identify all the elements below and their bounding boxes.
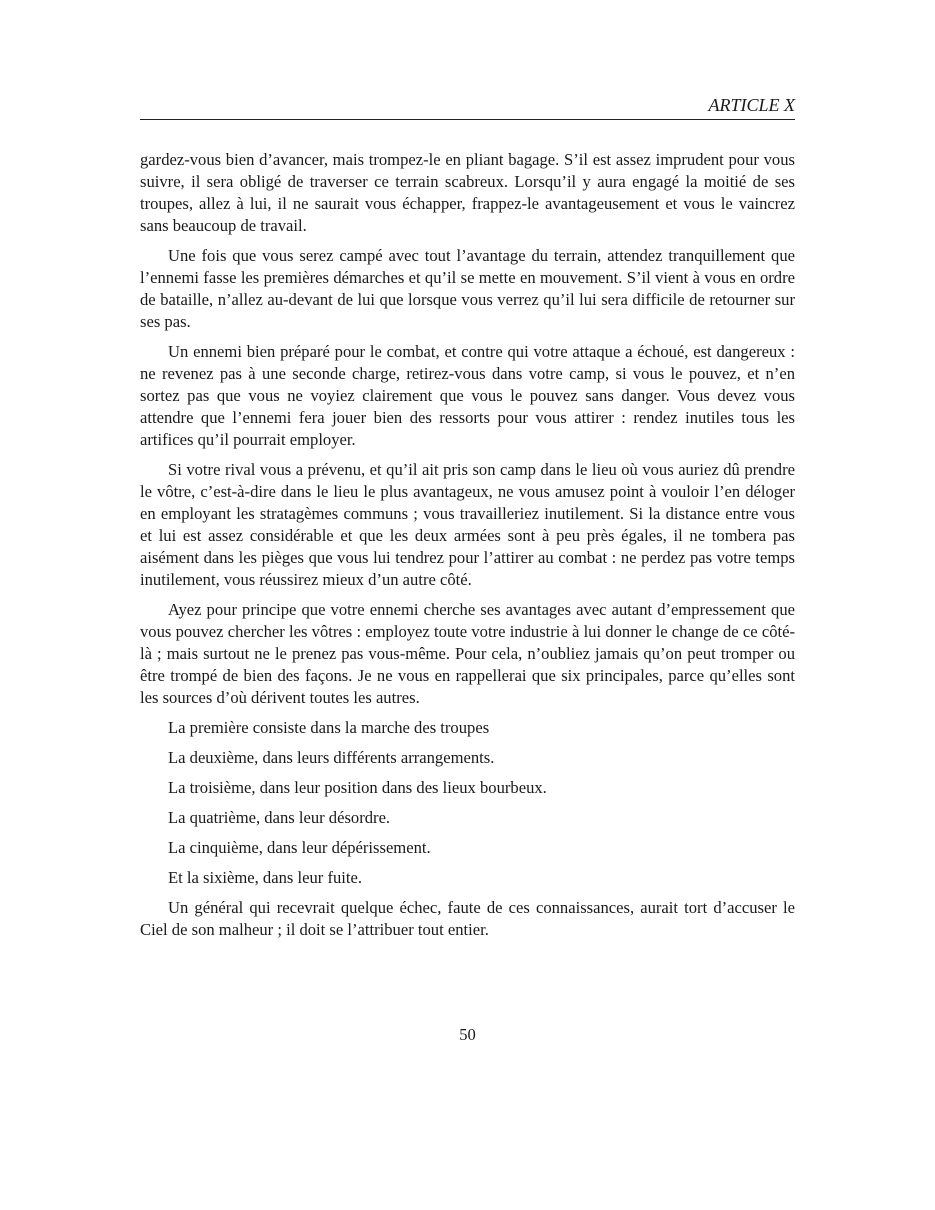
running-head: ARTICLE X [708, 95, 795, 115]
closing-paragraph: Un général qui recevrait quelque échec, faute de ces connaissances, aurait tort d’accuser le Ciel de son malheur ; il doit se l’attribuer tout entier. [140, 898, 795, 939]
list-item: La première consiste dans la marche des troupes [168, 718, 490, 737]
body-text [140, 149, 795, 949]
page-number: 50 [459, 1025, 476, 1044]
paragraph: gardez-vous bien d’avancer, mais trompez-le en pliant bagage. S’il est assez imprudent pour vous suivre, il sera obligé de traverser ce terrain scabreux. Lorsqu’il y aura engagé la moitié de ses troupes, allez à lui, il ne saurait vous échapper, frappez-le avantageusement et vous le vaincrez sans beaucoup de travail. [140, 150, 795, 235]
paragraph: Un ennemi bien préparé pour le combat, et contre qui votre attaque a échoué, est dangereux : ne revenez pas à une seconde charge, retirez-vous dans votre camp, si vous le pouvez, et n’en sortez pas que vous ne voyiez clairement que vous le pouvez sans danger. Vous devez vous attendre que l’ennemi fera jouer bien des ressorts pour vous attirer : rendez inutiles tous les artifices qu’il pourrait employer. [140, 342, 795, 449]
list-item: La cinquième, dans leur dépérissement. [168, 838, 431, 857]
header-rule [140, 119, 795, 120]
list-item: La deuxième, dans leurs différents arrangements. [168, 748, 495, 767]
paragraph: Si votre rival vous a prévenu, et qu’il ait pris son camp dans le lieu où vous auriez dû prendre le vôtre, c’est-à-dire dans le lieu le plus avantageux, ne vous amusez point à vouloir l’en déloger en employant les stratagèmes communs ; vous travailleriez inutilement. Si la distance entre vous et lui est assez considérable et que les deux armées sont à peu près égales, il ne tombera pas aisément dans les pièges que vous lui tendrez pour l’attirer au combat : ne perdez pas votre temps inutilement, vous réussirez mieux d’un autre côté. [140, 460, 795, 589]
list-item: Et la sixième, dans leur fuite. [168, 868, 362, 887]
list-item: La troisième, dans leur position dans des lieux bourbeux. [168, 778, 547, 797]
paragraph: Une fois que vous serez campé avec tout l’avantage du terrain, attendez tranquillement que l’ennemi fasse les premières démarches et qu’il se mette en mouvement. S’il vient à vous en ordre de bataille, n’allez au-devant de lui que lorsque vous verrez qu’il lui sera difficile de retourner sur ses pas. [140, 246, 795, 331]
list-item: La quatrième, dans leur désordre. [168, 808, 391, 827]
paragraph: Ayez pour principe que votre ennemi cherche ses avantages avec autant d’empressement que vous pouvez chercher les vôtres : employez toute votre industrie à lui donner le change de ce côté-là ; mais surtout ne le prenez pas vous-même. Pour cela, n’oubliez jamais qu’on peut tromper ou être trompé de bien des façons. Je ne vous en rappellerai que six principales, parce qu’elles sont les sources d’où dérivent toutes les autres. [140, 600, 795, 707]
